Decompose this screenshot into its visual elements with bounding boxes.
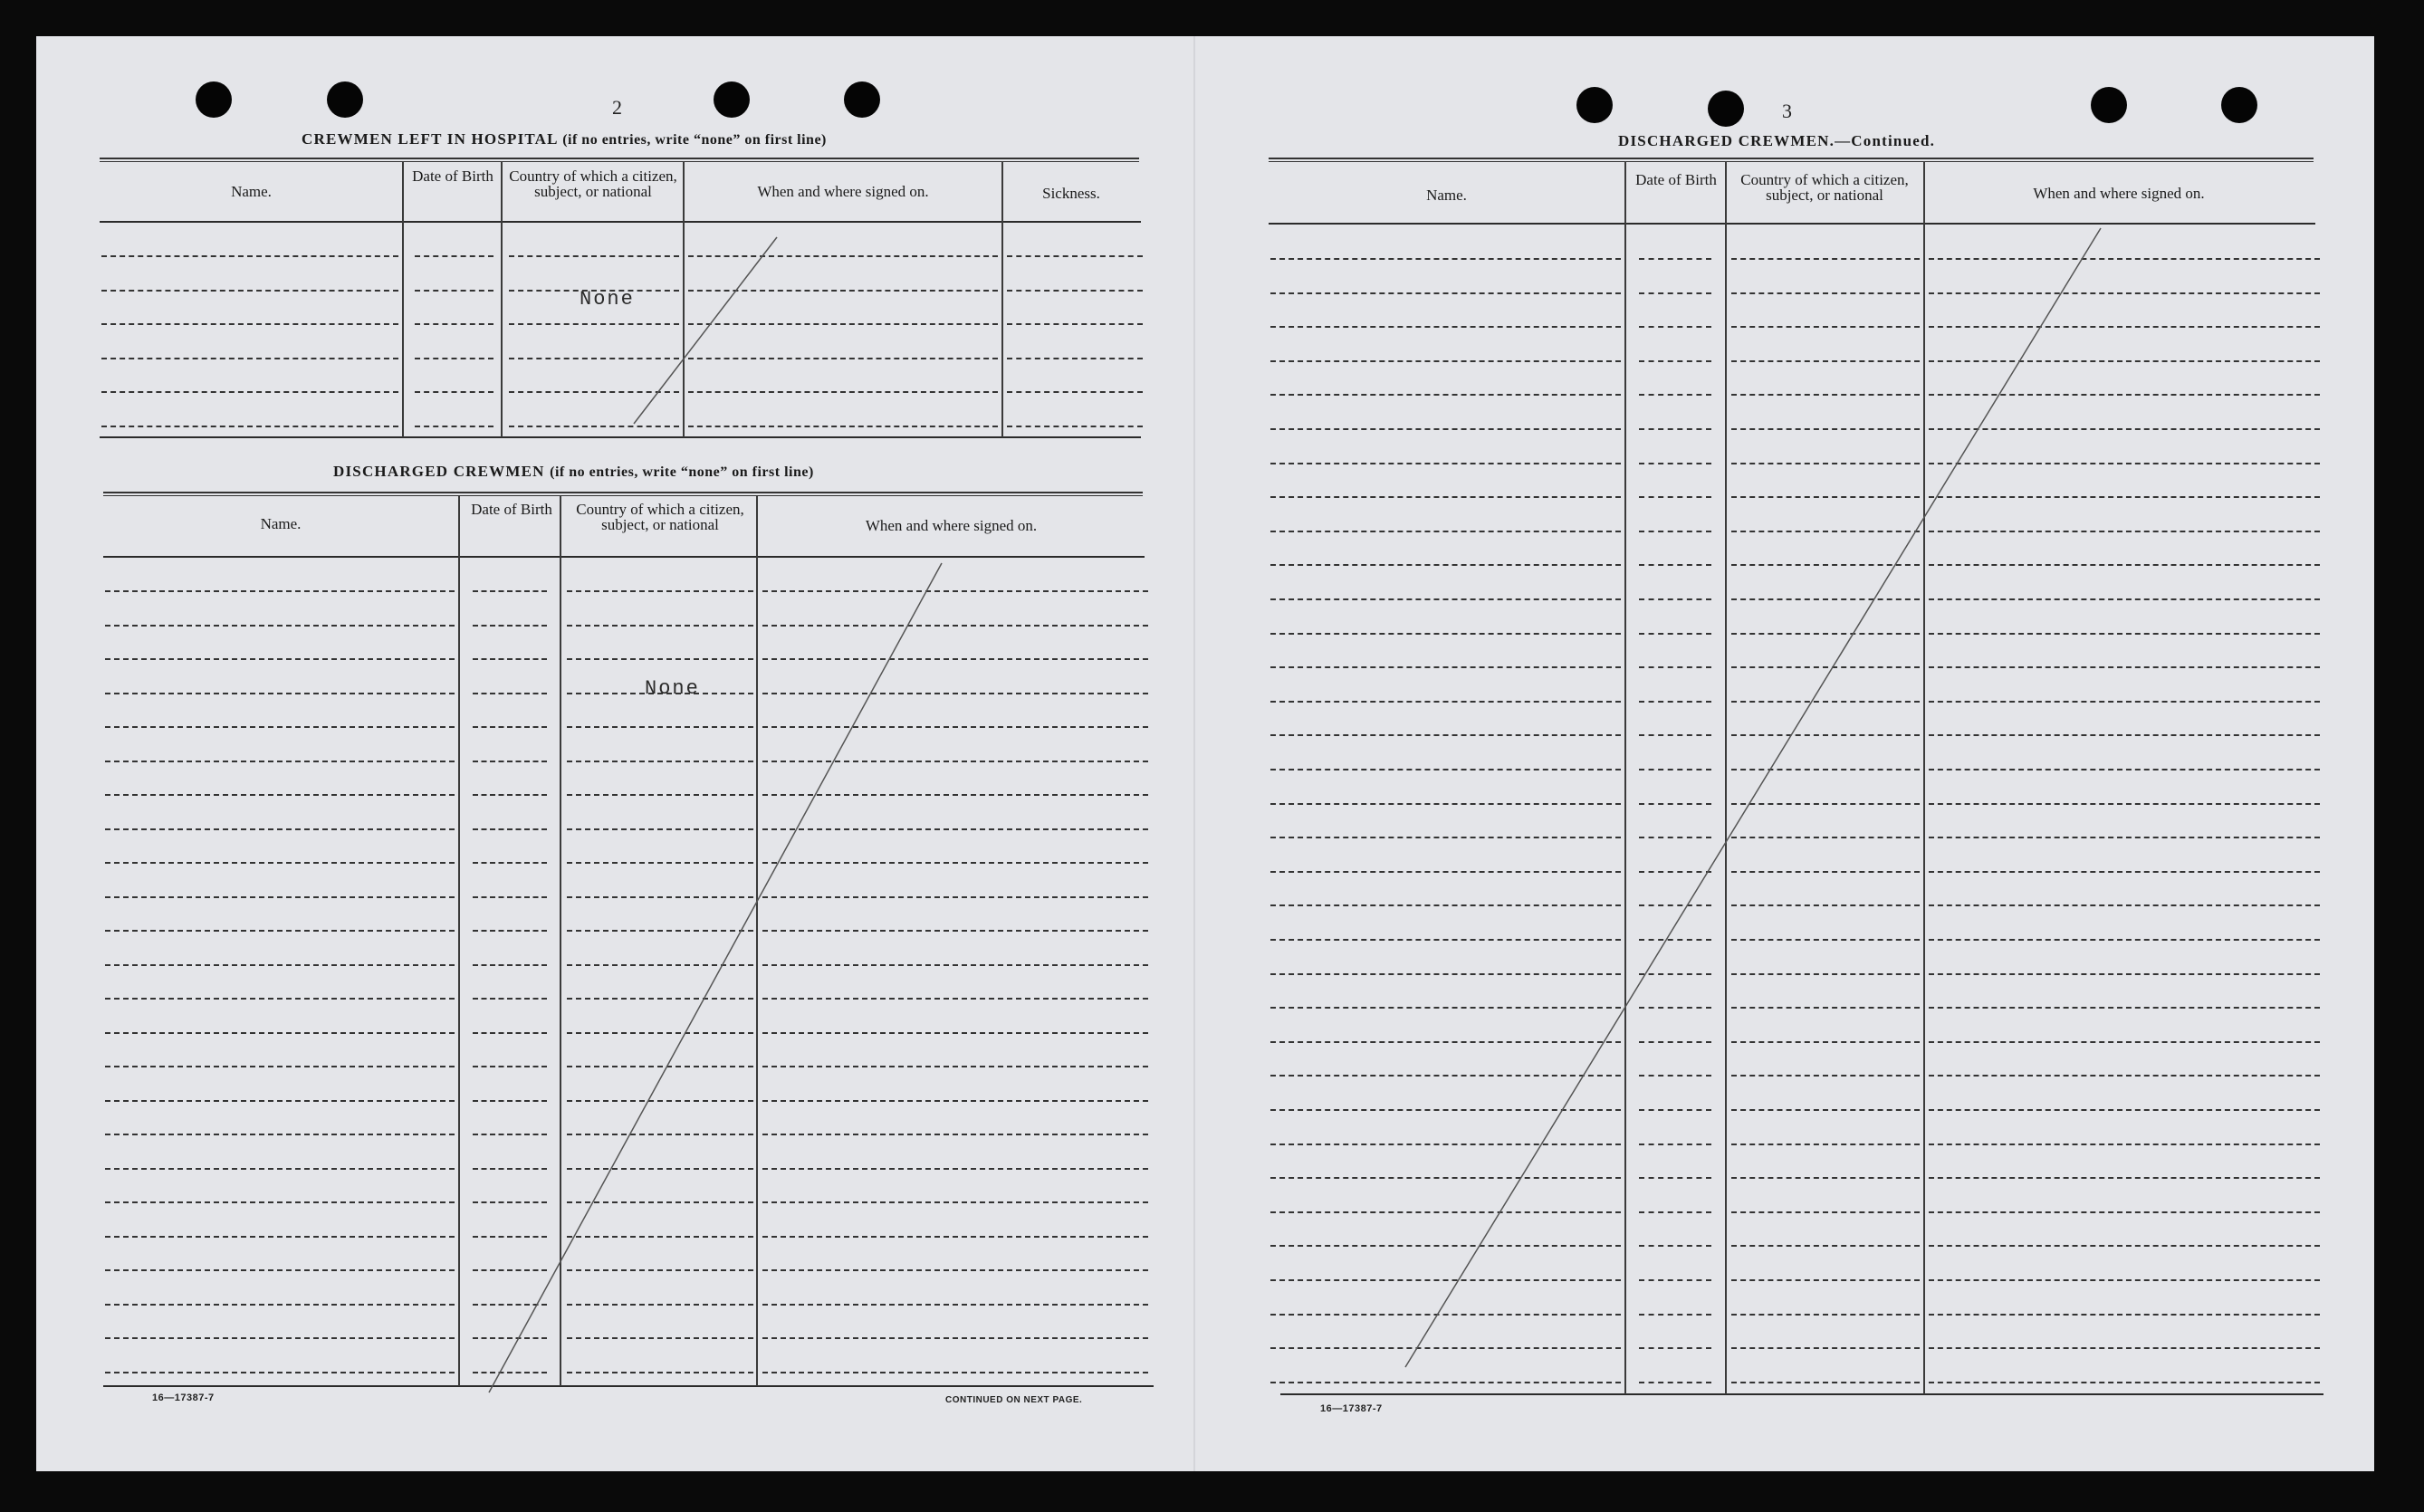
discharged-title-text: DISCHARGED CREWMEN xyxy=(333,463,545,480)
hospital-header-sickness: Sickness. xyxy=(1042,185,1100,202)
pen-stroke xyxy=(489,563,942,1392)
discharged-none-entry: None xyxy=(645,677,700,700)
right-header-signed: When and where signed on. xyxy=(2033,185,2205,202)
right-header-dob: Date of Birth xyxy=(1635,171,1717,188)
page-number-left: 2 xyxy=(612,96,622,119)
hospital-none-entry: None xyxy=(580,288,635,311)
page-number-right: 3 xyxy=(1782,100,1792,122)
right-header-name: Name. xyxy=(1426,187,1467,204)
continued-note: CONTINUED ON NEXT PAGE. xyxy=(945,1395,1083,1405)
discharged-title-note: (if no entries, write “none” on first line) xyxy=(550,464,814,480)
form-number-left: 16—17387-7 xyxy=(152,1392,215,1403)
discharged-header-signed: When and where signed on. xyxy=(865,517,1038,534)
discharged-header-country: Country of which a citizen, subject, or national xyxy=(576,501,744,533)
discharged-header-dob: Date of Birth xyxy=(471,501,552,518)
hospital-header-country: Country of which a citizen, subject, or national xyxy=(509,167,677,200)
right-header-country: Country of which a citizen, subject, or national xyxy=(1740,171,1909,204)
pen-stroke xyxy=(1405,228,2101,1367)
hospital-header-name: Name. xyxy=(231,183,272,200)
discharged-header-name: Name. xyxy=(260,515,302,532)
form-number-right: 16—17387-7 xyxy=(1320,1403,1383,1414)
hospital-header-signed: When and where signed on. xyxy=(757,183,929,200)
hospital-title-note: (if no entries, write “none” on first line) xyxy=(562,132,827,148)
hospital-header-dob: Date of Birth xyxy=(412,167,493,185)
right-section-title: DISCHARGED CREWMEN.—Continued. xyxy=(1618,132,1936,149)
hospital-title-text: CREWMEN LEFT IN HOSPITAL xyxy=(302,130,558,148)
pen-stroke xyxy=(634,237,777,424)
